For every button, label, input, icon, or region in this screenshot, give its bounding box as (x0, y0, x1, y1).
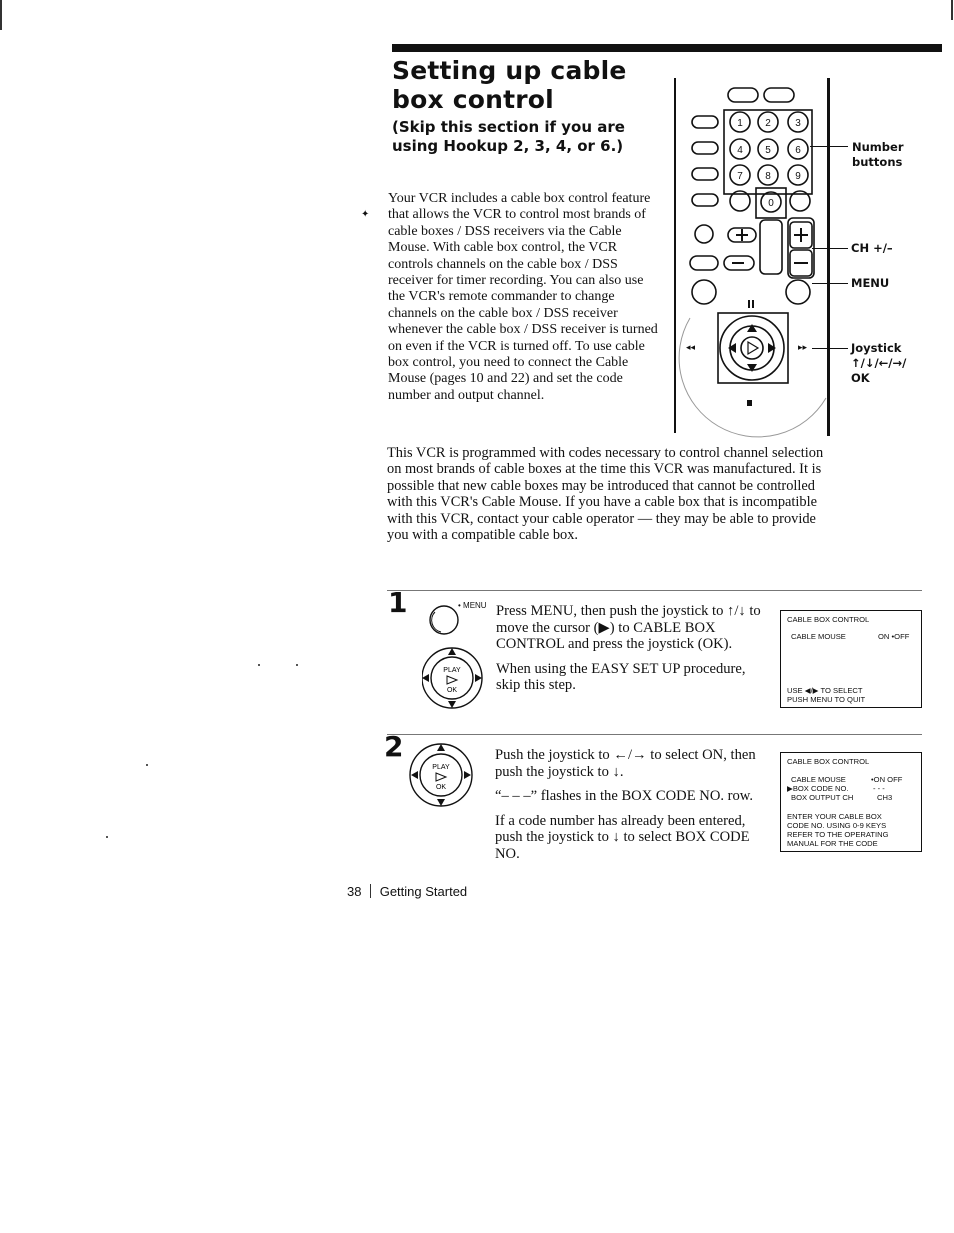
step2-instruction: Push the joystick to ←/→ to select ON, then push the joystick to ↓. (495, 747, 756, 780)
osd-row-label: BOX OUTPUT CH (791, 793, 854, 802)
callout-number-buttons: Number buttons (852, 140, 904, 169)
callout-line (812, 283, 848, 284)
callout-line (812, 348, 848, 349)
osd-row-label: CABLE MOUSE (791, 775, 846, 784)
remote-key: 0 (768, 198, 774, 209)
osd-footer: CODE NO. USING 0-9 KEYS (787, 821, 887, 830)
osd-footer: REFER TO THE OPERATING (787, 830, 889, 839)
scan-edge (951, 0, 953, 20)
osd-title: CABLE BOX CONTROL (787, 757, 870, 766)
footer-section: Getting Started (379, 884, 468, 899)
footer-divider (370, 884, 371, 898)
remote-key: 1 (737, 118, 743, 129)
remote-key: 9 (795, 171, 801, 182)
page-footer (347, 884, 467, 899)
callout-line (810, 146, 848, 147)
remote-key: 6 (795, 145, 801, 156)
step2-code-note: If a code number has already been entered, push the joystick to ↓ to select BOX CODE NO. (495, 812, 750, 862)
scan-speck (296, 664, 298, 666)
step2-illustration (408, 742, 474, 808)
joystick-ok-label: OK (435, 784, 447, 791)
joystick-play-label: PLAY (443, 667, 461, 674)
remote-key: 4 (737, 145, 743, 156)
body-paragraph: This VCR is programmed with codes necessary to control channel selection on most brands of cable boxes at the time this VCR was manufactured. It is possible that new cable boxes may be introduced that cannot be controlled with this VCR's Cable Mouse. If you have a cable box that is incompatible with this VCR, contact your cable operator — they may be able to provide you with a compatible cable box. (387, 445, 824, 544)
step-separator (387, 734, 922, 735)
callout-joystick-arrows: ↑/↓/←/→/ (851, 356, 907, 370)
header-rule (392, 44, 942, 52)
callout-joystick-ok: OK (851, 371, 870, 385)
step1-illustration (422, 600, 494, 712)
joystick-ok-label: OK (446, 687, 458, 694)
scan-speck (258, 664, 260, 666)
remote-key: 2 (765, 118, 771, 129)
step-number: 2 (384, 730, 404, 763)
step1-text (496, 603, 761, 702)
margin-mark: ✦ (361, 209, 370, 220)
osd-screen-step2 (780, 752, 922, 852)
intro-paragraph: Your VCR includes a cable box control feature that allows the VCR to control most brands of cable boxes / DSS receivers via the Cable Mouse. With cable box control, the VCR controls channels on the cable box / DSS receiver for timer recording. You can also use the VCR's remote commander to change channels on the cable box / DSS receiver whenever the cable box / DSS receiver is turned on even if the VCR is turned off. To use cable box control, you need to connect the Cable Mouse (pages 10 and 22) and set the code number and output channel. (388, 191, 658, 403)
osd-row-label: CABLE MOUSE (791, 632, 846, 641)
osd-footer: USE ◀/▶ TO SELECT (787, 686, 863, 695)
osd-row-label: ▶BOX CODE NO. (787, 784, 849, 793)
osd-footer: ENTER YOUR CABLE BOX (787, 812, 882, 821)
page-subtitle: (Skip this section if you are using Hookup 2, 3, 4, or 6.) (392, 118, 625, 155)
remote-key: 3 (795, 118, 801, 129)
callout-joystick: Joystick (851, 341, 902, 355)
remote-illustration (676, 78, 828, 438)
remote-key: 7 (737, 171, 743, 182)
osd-footer: MANUAL FOR THE CODE (787, 839, 878, 848)
page-number: 38 (347, 884, 362, 899)
svg-text:◂◂: ◂◂ (686, 342, 696, 352)
step2-flash-note: “– – –” flashes in the BOX CODE NO. row. (495, 788, 754, 805)
osd-row-value: •ON OFF (871, 775, 903, 784)
menu-button-label: • MENU (458, 601, 487, 610)
step1-note: When using the EASY SET UP procedure, skip this step. (496, 660, 746, 694)
osd-row-value: ON •OFF (878, 632, 910, 641)
osd-row-value: - - - (873, 784, 885, 793)
scan-edge (0, 0, 2, 30)
osd-row-value: CH3 (877, 793, 893, 802)
step-number: 1 (388, 586, 408, 619)
osd-title: CABLE BOX CONTROL (787, 615, 870, 624)
joystick-play-label: PLAY (432, 764, 450, 771)
page-title: Setting up cable box control (392, 56, 627, 114)
step-separator (387, 590, 922, 591)
osd-screen-step1 (780, 610, 922, 708)
step1-instruction: Press MENU, then push the joystick to ↑/↓ to move the cursor (▶) to CABLE BOX CONTROL and press the joystick (OK). (496, 603, 761, 653)
remote-key: 8 (765, 171, 771, 182)
svg-text:▸▸: ▸▸ (798, 342, 808, 352)
callout-ch: CH +/– (851, 241, 893, 255)
callout-menu: MENU (851, 276, 890, 290)
scan-speck (146, 764, 148, 766)
scan-speck (106, 836, 108, 838)
remote-key: 5 (765, 145, 771, 156)
osd-footer: PUSH MENU TO QUIT (787, 695, 866, 704)
callout-line (812, 248, 848, 249)
step2-text (495, 747, 765, 871)
